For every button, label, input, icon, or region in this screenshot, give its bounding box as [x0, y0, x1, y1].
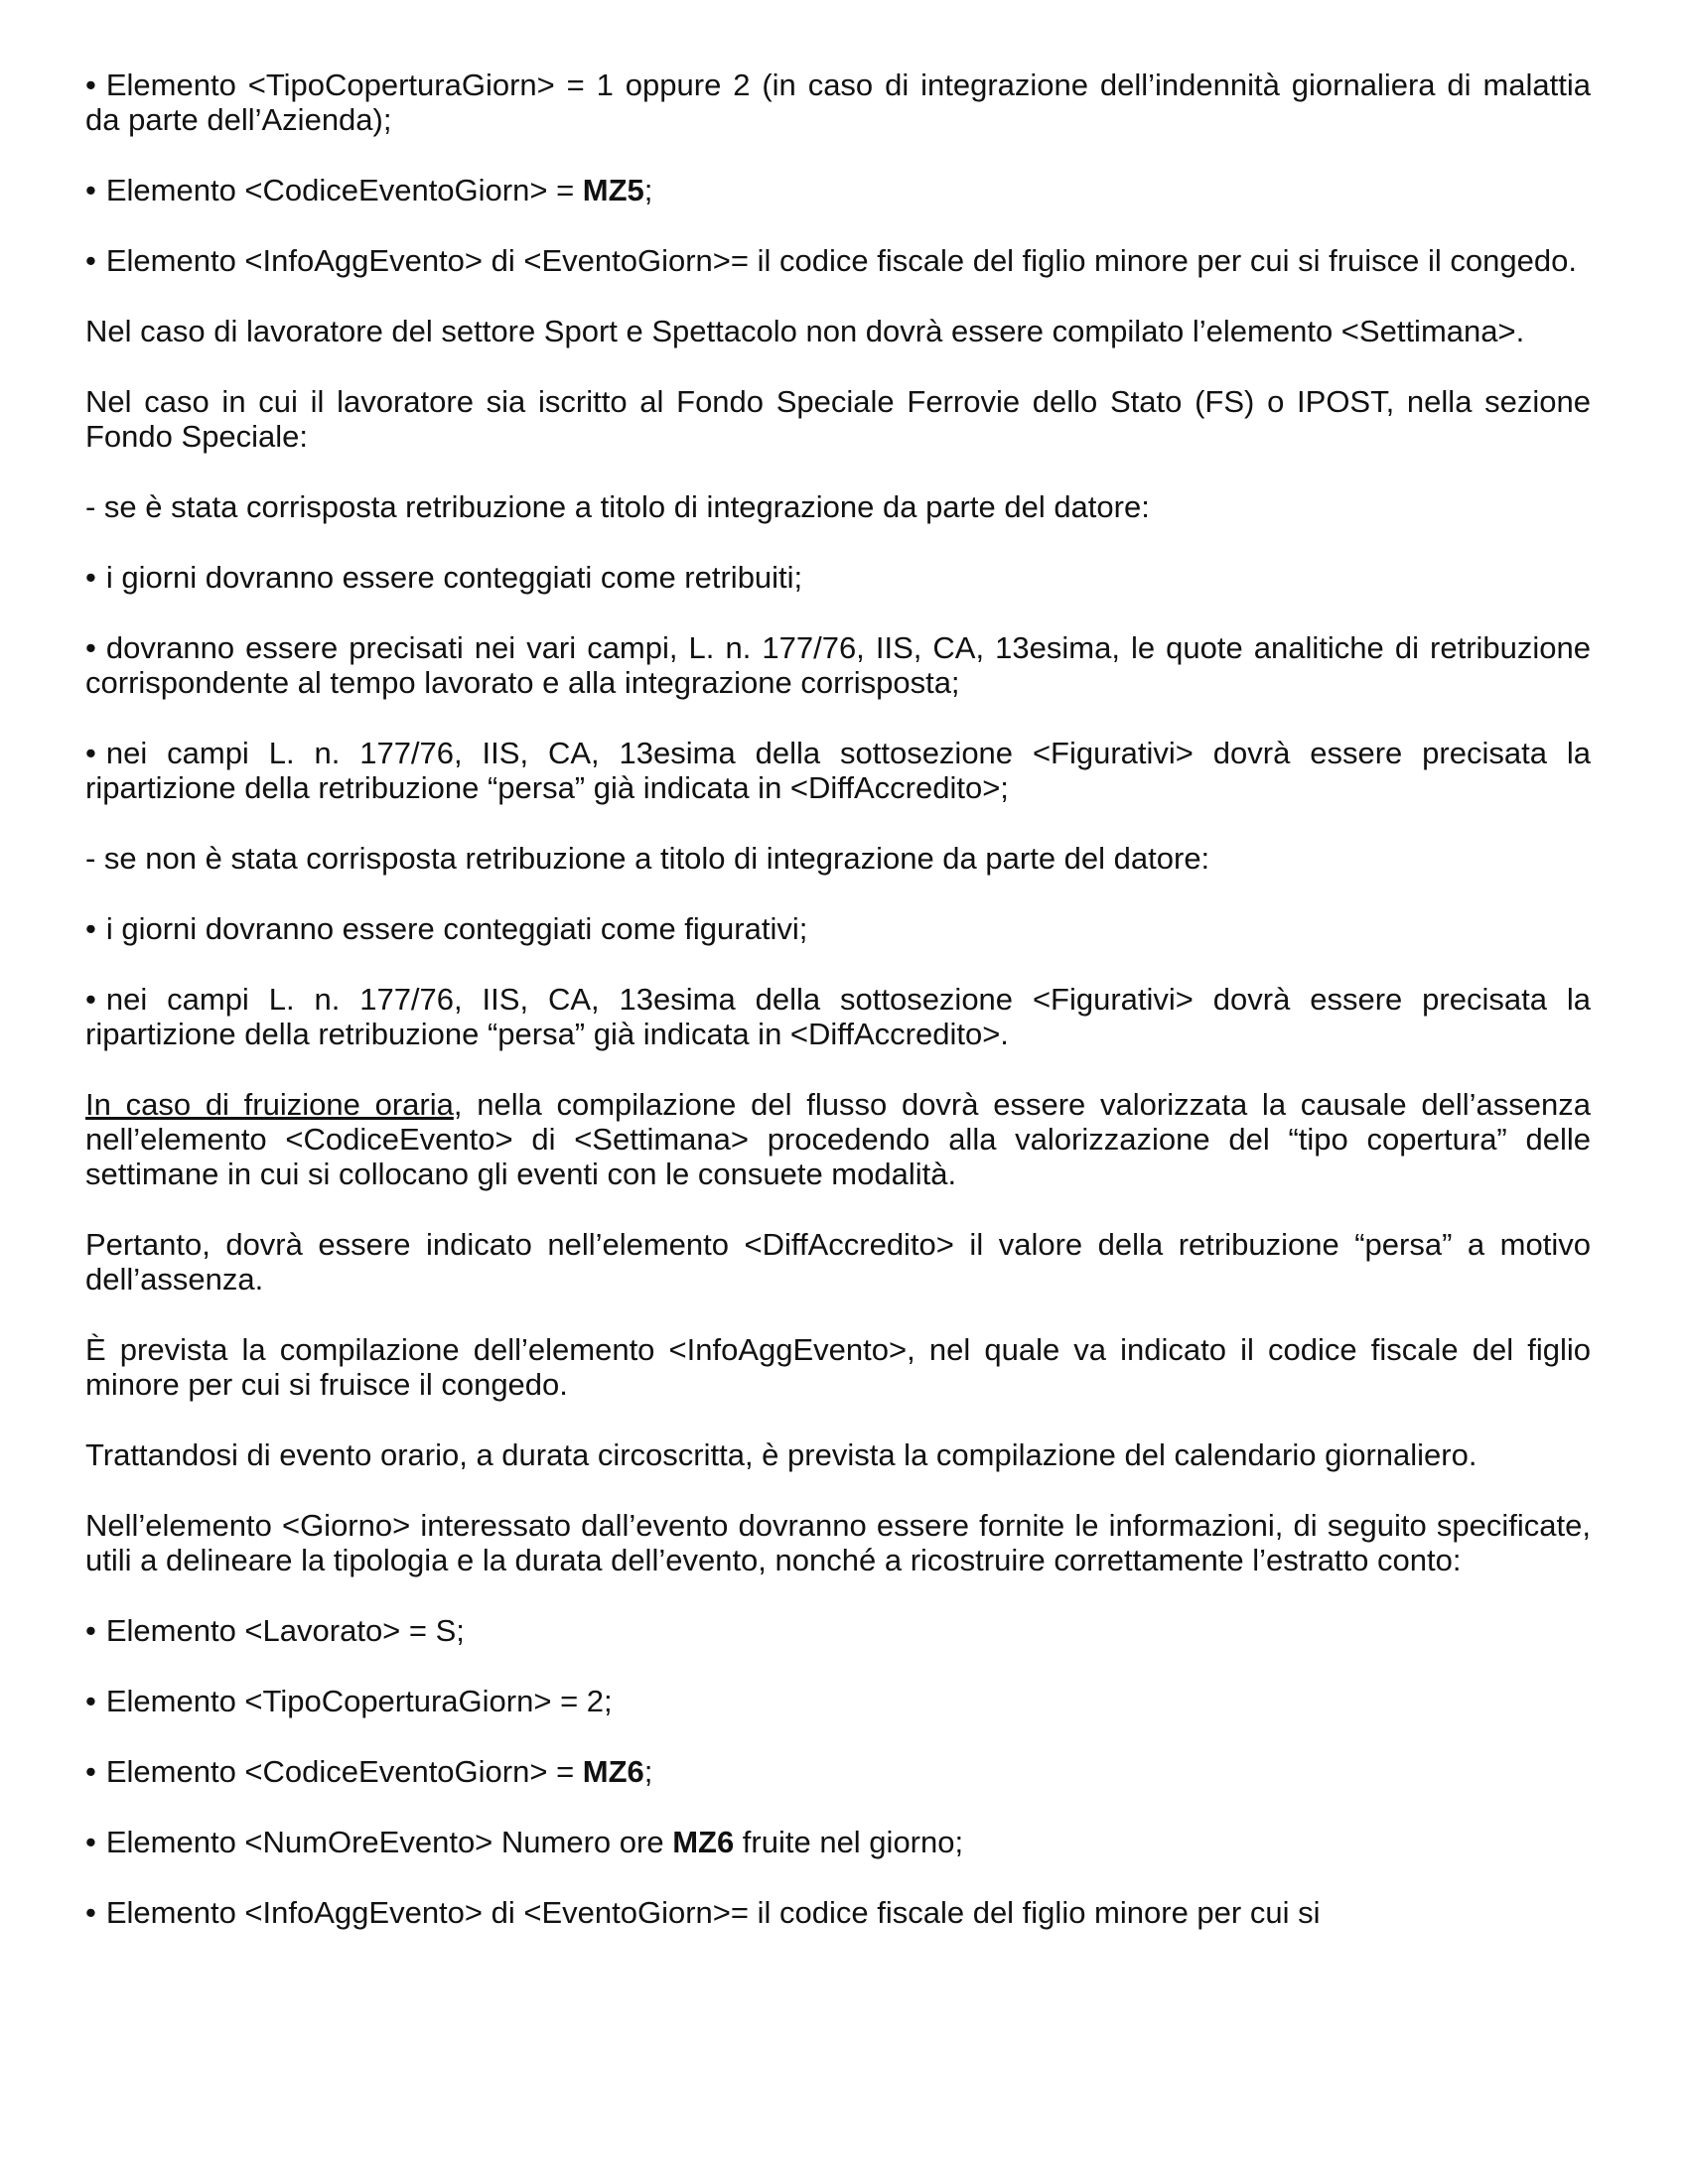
bullet-marker: • [85, 1754, 96, 1789]
bullet-item [85, 1825, 1591, 1859]
text-run: i giorni dovranno essere conteggiati come figurativi; [105, 911, 808, 946]
paragraph [85, 384, 1591, 454]
bullet-marker: • [85, 1895, 96, 1930]
bullet-marker: • [85, 982, 96, 1017]
text-run: Elemento <CodiceEventoGiorn> = [105, 173, 583, 207]
text-run: Nel caso in cui il lavoratore sia iscritto al Fondo Speciale Ferrovie dello Stato (FS) o IPOST, nella sezione Fondo Speciale: [85, 384, 1591, 454]
bullet-marker: • [85, 911, 96, 946]
text-run: ; [643, 1754, 653, 1789]
bullet-item [85, 560, 1591, 595]
bullet-item [85, 911, 1591, 946]
bullet-item [85, 243, 1591, 278]
bold-code: MZ5 [582, 173, 644, 207]
paragraph [85, 1332, 1591, 1402]
bullet-marker: • [85, 243, 96, 278]
bullet-item [85, 1754, 1591, 1789]
bullet-marker: • [85, 1825, 96, 1859]
text-run: Elemento <CodiceEventoGiorn> = [105, 1754, 583, 1789]
bullet-item [85, 736, 1591, 805]
text-run: Elemento <InfoAggEvento> di <EventoGiorn>= il codice fiscale del figlio minore per cui si [105, 1895, 1321, 1930]
bullet-marker: • [85, 630, 96, 665]
text-run: Nell’elemento <Giorno> interessato dall’evento dovranno essere fornite le informazioni, di seguito specificate, utili a delineare la tipologia e la durata dell’evento, nonché a ricostruire correttamente l’estratto conto: [85, 1508, 1591, 1577]
bold-code: MZ6 [582, 1754, 644, 1789]
bullet-marker: • [85, 1613, 96, 1648]
text-run: dovranno essere precisati nei vari campi, L. n. 177/76, IIS, CA, 13esima, le quote analitiche di retribuzione corrispondente al tempo lavorato e alla integrazione corrisposta; [85, 630, 1591, 700]
text-run: Elemento <Lavorato> = S; [105, 1613, 465, 1648]
bullet-item [85, 173, 1591, 207]
text-run: nei campi L. n. 177/76, IIS, CA, 13esima della sottosezione <Figurativi> dovrà essere precisata la ripartizione della retribuzione “persa” già indicata in <DiffAccredito>; [85, 736, 1591, 805]
bullet-marker: • [85, 173, 96, 207]
text-run: Nel caso di lavoratore del settore Sport e Spettacolo non dovrà essere compilato l’elemento <Settimana>. [85, 314, 1525, 348]
paragraph [85, 1227, 1591, 1297]
bullet-marker: • [85, 68, 96, 102]
text-run: fruite nel giorno; [734, 1825, 964, 1859]
text-run: Elemento <TipoCoperturaGiorn> = 2; [105, 1684, 613, 1718]
paragraph [85, 841, 1591, 876]
paragraph [85, 1508, 1591, 1577]
bullet-marker: • [85, 1684, 96, 1718]
bullet-item [85, 1895, 1591, 1930]
text-run: , nella compilazione del flusso dovrà essere valorizzata la causale dell’assenza nell’elemento <CodiceEvento> di <Settimana> procedendo alla valorizzazione del “tipo copertura” delle settimane in cui si collocano gli eventi con le consuete modalità. [85, 1087, 1591, 1191]
paragraph [85, 314, 1591, 348]
text-run: Elemento <InfoAggEvento> di <EventoGiorn>= il codice fiscale del figlio minore per cui si fruisce il congedo. [105, 243, 1577, 278]
paragraph [85, 1437, 1591, 1472]
bullet-item [85, 1613, 1591, 1648]
document-page [85, 68, 1591, 1930]
bullet-marker: • [85, 560, 96, 595]
text-run: ; [643, 173, 653, 207]
text-run: - se è stata corrisposta retribuzione a titolo di integrazione da parte del datore: [85, 489, 1150, 524]
text-run: Elemento <NumOreEvento> Numero ore [105, 1825, 673, 1859]
bullet-item [85, 630, 1591, 700]
bullet-item [85, 982, 1591, 1051]
paragraph [85, 1087, 1591, 1191]
bullet-marker: • [85, 736, 96, 770]
text-run: Elemento <TipoCoperturaGiorn> = 1 oppure 2 (in caso di integrazione dell’indennità giornaliera di malattia da parte dell’Azienda); [85, 68, 1591, 137]
text-run: nei campi L. n. 177/76, IIS, CA, 13esima della sottosezione <Figurativi> dovrà essere precisata la ripartizione della retribuzione “persa” già indicata in <DiffAccredito>. [85, 982, 1591, 1051]
underlined-text: In caso di fruizione oraria [85, 1087, 454, 1122]
text-run: È prevista la compilazione dell’elemento <InfoAggEvento>, nel quale va indicato il codice fiscale del figlio minore per cui si fruisce il congedo. [85, 1332, 1591, 1402]
text-run: Pertanto, dovrà essere indicato nell’elemento <DiffAccredito> il valore della retribuzione “persa” a motivo dell’assenza. [85, 1227, 1591, 1297]
bullet-item [85, 1684, 1591, 1718]
paragraph [85, 489, 1591, 524]
text-run: i giorni dovranno essere conteggiati come retribuiti; [105, 560, 803, 595]
text-run: Trattandosi di evento orario, a durata circoscritta, è prevista la compilazione del calendario giornaliero. [85, 1437, 1477, 1472]
bullet-item [85, 68, 1591, 137]
bold-code: MZ6 [672, 1825, 735, 1859]
text-run: - se non è stata corrisposta retribuzione a titolo di integrazione da parte del datore: [85, 841, 1210, 876]
